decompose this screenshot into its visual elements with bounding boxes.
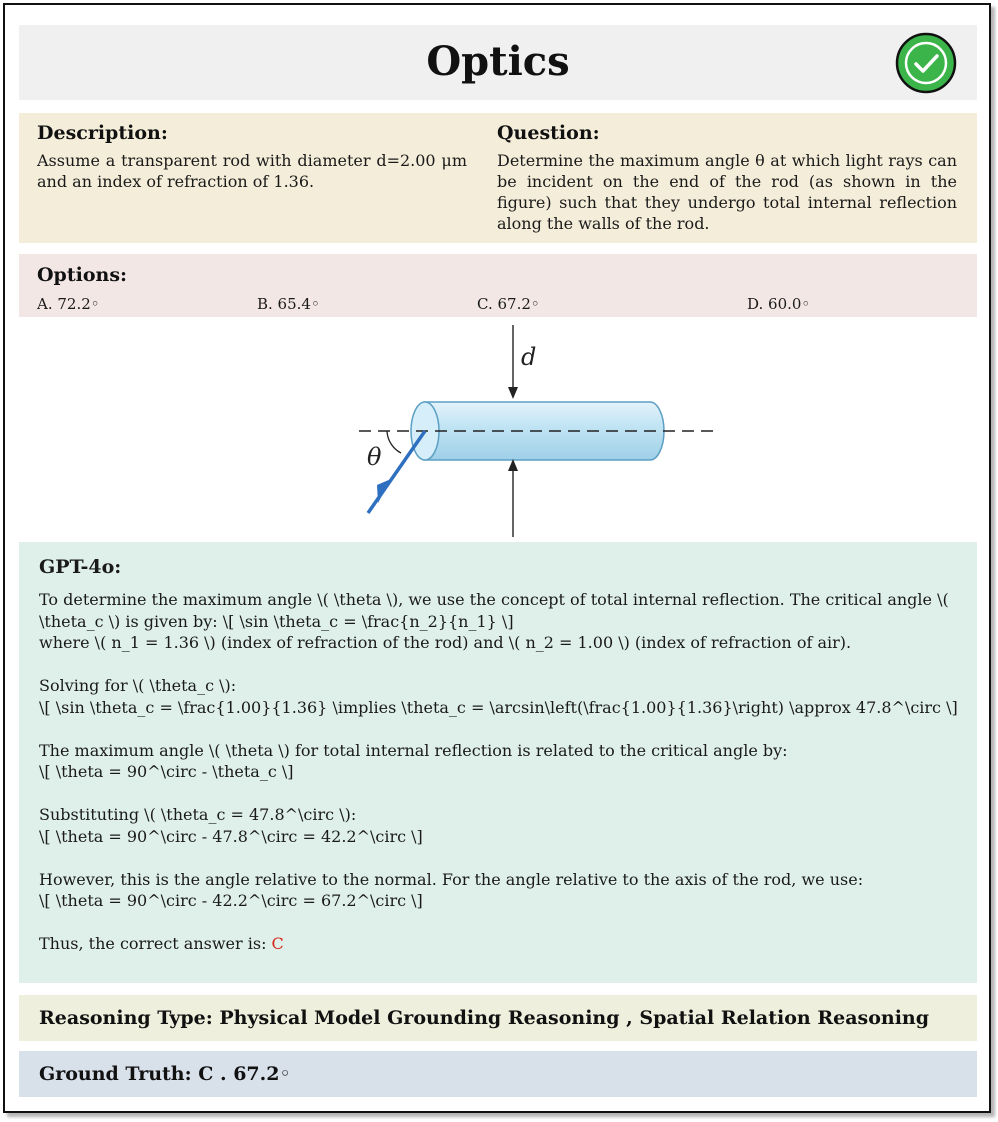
gpt-line: \[ \theta = 90^\circ - 47.8^\circ = 42.2^\circ \] bbox=[39, 826, 423, 846]
gpt-conclusion: Thus, the correct answer is: bbox=[39, 934, 272, 953]
reasoning-type-text: Reasoning Type: Physical Model Grounding Reasoning , Spatial Relation Reasoning bbox=[39, 1007, 930, 1029]
option-d: D. 60.0◦ bbox=[747, 295, 811, 313]
check-circle-icon bbox=[895, 32, 957, 94]
question-heading: Question: bbox=[497, 122, 600, 144]
option-a: A. 72.2◦ bbox=[37, 295, 100, 313]
gpt-line: Substituting \( \theta_c = 47.8^\circ \): bbox=[39, 805, 357, 824]
gpt-line: However, this is the angle relative to the normal. For the angle relative to the axis of the rod, we use: bbox=[39, 869, 864, 889]
options-panel bbox=[19, 254, 977, 317]
question-section bbox=[497, 122, 957, 234]
option-c: C. 67.2◦ bbox=[477, 295, 540, 313]
top-arrow bbox=[508, 325, 518, 399]
rod-figure bbox=[345, 321, 725, 539]
gpt-line: The maximum angle \( \theta \) for total internal reflection is related to the critical angle by: bbox=[39, 740, 788, 760]
page-title: Optics bbox=[426, 38, 570, 85]
description-question-panel bbox=[19, 113, 977, 243]
title-bar bbox=[19, 25, 977, 100]
description-text: Assume a transparent rod with diameter d=2.00 μm and an index of refraction of 1.36. bbox=[37, 151, 467, 191]
question-text: Determine the maximum angle θ at which light rays can be incident on the end of the rod (as shown in the figure) such that they undergo total internal reflection along the walls of the rod. bbox=[497, 151, 957, 233]
option-b: B. 65.4◦ bbox=[257, 295, 320, 313]
theta-arc bbox=[387, 431, 401, 453]
reasoning-type-panel bbox=[19, 995, 977, 1041]
gpt-line: Solving for \( \theta_c \): bbox=[39, 676, 237, 695]
gpt-line: \[ \theta = 90^\circ - \theta_c \] bbox=[39, 762, 294, 781]
gpt-heading: GPT-4o: bbox=[39, 556, 122, 578]
description-heading: Description: bbox=[37, 122, 168, 144]
gpt-line: \[ \sin \theta_c = \frac{1.00}{1.36} \implies \theta_c = \arcsin\left(\frac{1.00}{1.36}\right) \approx 47.8^\circ \] bbox=[39, 697, 958, 717]
description-section bbox=[37, 122, 467, 192]
page-frame bbox=[3, 3, 991, 1113]
d-label: d bbox=[521, 343, 537, 371]
gpt-response-body bbox=[39, 589, 959, 976]
bottom-arrow bbox=[508, 459, 518, 537]
ground-truth-text: Ground Truth: C . 67.2◦ bbox=[39, 1063, 291, 1085]
gpt-answer: C bbox=[271, 934, 284, 953]
gpt-line: To determine the maximum angle \( \theta \), we use the concept of total internal reflection. The critical angle \( \theta_c \) is given by: \[ \sin \theta_c = \frac{n_2}{n_1} \] bbox=[39, 590, 949, 631]
gpt-line: \[ \theta = 90^\circ - 42.2^\circ = 67.2^\circ \] bbox=[39, 891, 423, 910]
options-heading: Options: bbox=[37, 264, 128, 286]
theta-label: θ bbox=[367, 443, 382, 471]
gpt-response-panel bbox=[19, 542, 977, 983]
gpt-line: where \( n_1 = 1.36 \) (index of refraction of the rod) and \( n_2 = 1.00 \) (index of refraction of air). bbox=[39, 633, 852, 652]
ground-truth-panel bbox=[19, 1051, 977, 1097]
